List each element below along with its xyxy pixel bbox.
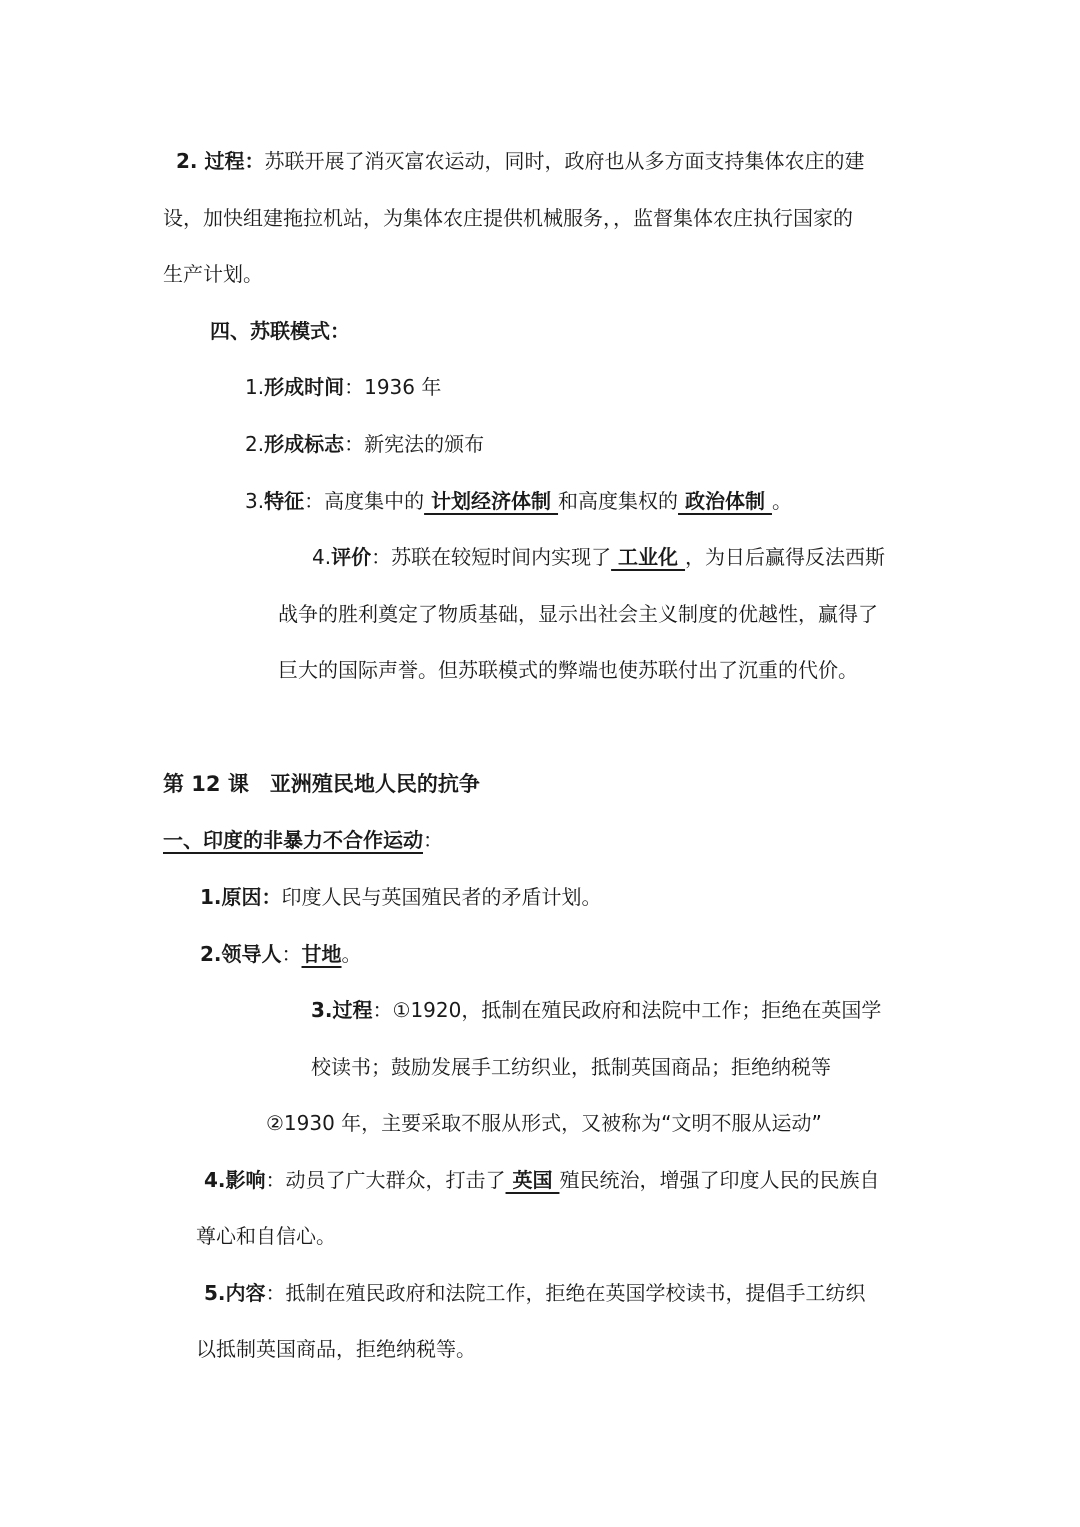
evaluation-line3: 巨大的国际声誉。但苏联模式的弊端也使苏联付出了沉重的代价。 bbox=[278, 658, 858, 682]
formation-time-label: 形成时间 bbox=[264, 375, 345, 399]
evaluation-line1 bbox=[312, 543, 885, 571]
leader-name: 甘地 bbox=[301, 942, 342, 966]
collectivization-process-line3: 生产计划。 bbox=[163, 262, 263, 286]
leader-line bbox=[200, 940, 362, 968]
leader-colon: ： bbox=[281, 942, 302, 966]
content-line1 bbox=[204, 1279, 866, 1307]
india-process-label: 3.过程 bbox=[311, 998, 373, 1022]
formation-mark-line bbox=[245, 430, 484, 458]
features-end: 。 bbox=[771, 489, 792, 513]
impact-line1 bbox=[204, 1166, 879, 1194]
formation-mark-number: 2. bbox=[245, 432, 265, 456]
india-process-line2: 校读书；鼓励发展手工纺织业，抵制英国商品；拒绝纳税等 bbox=[311, 1055, 831, 1079]
impact-post: 殖民统治，增强了印度人民的民族自 bbox=[559, 1168, 880, 1192]
cause-label: 1.原因： bbox=[200, 885, 282, 909]
impact-line2: 尊心和自信心。 bbox=[196, 1224, 336, 1248]
section-india-heading-line bbox=[163, 826, 443, 854]
process-number: 2. bbox=[176, 149, 205, 173]
process-text: 苏联开展了消灭富农运动，同时，政府也从多方面支持集体农庄的建 bbox=[264, 149, 865, 173]
features-label: 特征 bbox=[264, 489, 305, 513]
process-label: 过程： bbox=[204, 149, 265, 173]
formation-mark-label: 形成标志 bbox=[264, 432, 345, 456]
planned-economy-keyword: 计划经济体制 bbox=[424, 489, 559, 513]
section-india-heading: 一、印度的非暴力不合作运动 bbox=[163, 828, 423, 852]
soviet-model-heading: 四、苏联模式： bbox=[210, 319, 350, 343]
section-india-colon: ： bbox=[423, 828, 443, 852]
evaluation-pre: ：苏联在较短时间内实现了 bbox=[371, 545, 612, 569]
india-process-line3: ②1930 年，主要采取不服从形式，又被称为“文明不服从运动” bbox=[266, 1111, 822, 1135]
content-label: 5.内容 bbox=[204, 1281, 266, 1305]
formation-time-line bbox=[245, 373, 441, 401]
formation-mark-value: ：新宪法的颁布 bbox=[344, 432, 485, 456]
leader-label: 2.领导人 bbox=[200, 942, 282, 966]
features-number: 3. bbox=[245, 489, 265, 513]
industrialization-keyword: 工业化 bbox=[611, 545, 686, 569]
impact-label: 4.影响 bbox=[204, 1168, 266, 1192]
evaluation-post: ，为日后赢得反法西斯 bbox=[685, 545, 886, 569]
features-line bbox=[245, 487, 792, 515]
cause-text: 印度人民与英国殖民者的矛盾计划。 bbox=[281, 885, 602, 909]
collectivization-process-line1 bbox=[176, 147, 864, 175]
evaluation-line2: 战争的胜利奠定了物质基础，显示出社会主义制度的优越性，赢得了 bbox=[278, 602, 878, 626]
features-mid: 和高度集权的 bbox=[558, 489, 679, 513]
content-text1: ：抵制在殖民政府和法院工作，拒绝在英国学校读书，提倡手工纺织 bbox=[265, 1281, 866, 1305]
cause-line bbox=[200, 883, 602, 911]
formation-time-value: ：1936 年 bbox=[344, 375, 442, 399]
political-system-keyword: 政治体制 bbox=[678, 489, 772, 513]
content-line2: 以抵制英国商品，拒绝纳税等。 bbox=[196, 1337, 476, 1361]
features-pre: ：高度集中的 bbox=[304, 489, 425, 513]
evaluation-label: 评价 bbox=[331, 545, 372, 569]
india-process-text1: ：①1920，抵制在殖民政府和法院中工作；拒绝在英国学 bbox=[372, 998, 882, 1022]
formation-time-number: 1. bbox=[245, 375, 265, 399]
impact-pre: ：动员了广大群众，打击了 bbox=[265, 1168, 506, 1192]
evaluation-number: 4. bbox=[312, 545, 332, 569]
collectivization-process-line2: 设，加快组建拖拉机站，为集体农庄提供机械服务，，监督集体农庄执行国家的 bbox=[163, 206, 853, 230]
india-process-line1 bbox=[311, 996, 881, 1024]
britain-keyword: 英国 bbox=[505, 1168, 560, 1192]
lesson-12-title: 第 12 课 亚洲殖民地人民的抗争 bbox=[163, 772, 480, 796]
leader-end: 。 bbox=[341, 942, 362, 966]
